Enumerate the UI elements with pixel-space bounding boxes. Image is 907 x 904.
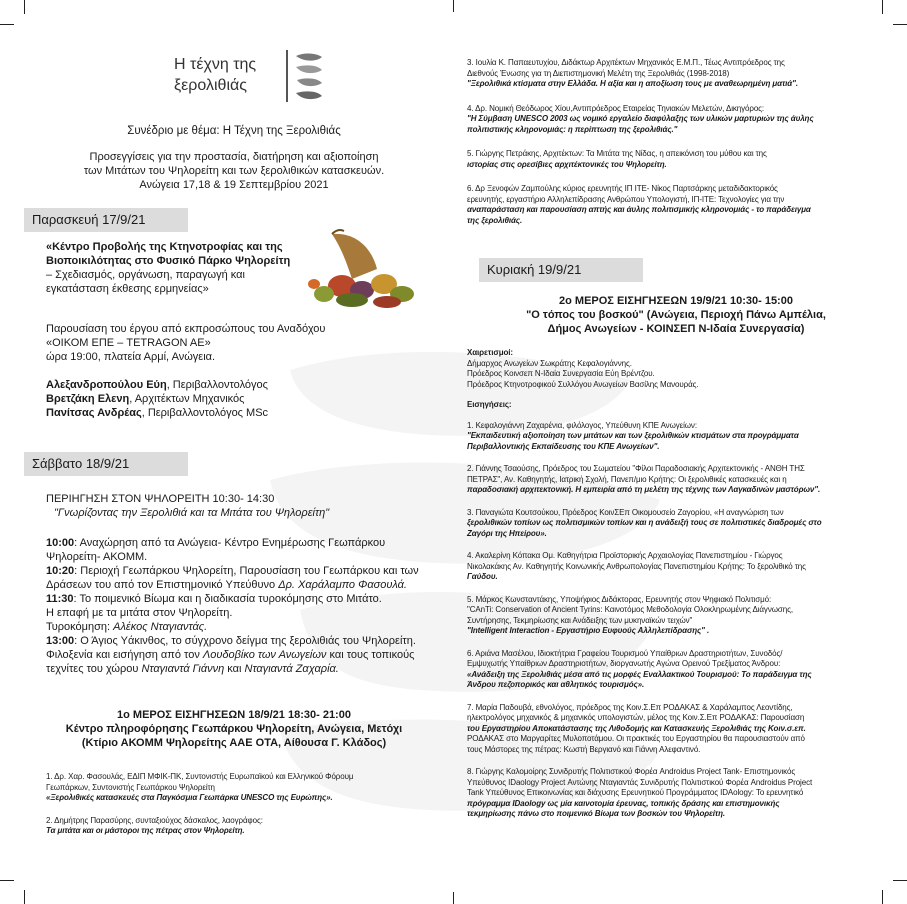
schedule-text: Τυροκόμηση: xyxy=(46,621,114,633)
talk-line: 6. Αριάνα Μασέλου, Ιδιοκτήτρια Γραφείου Τουρισμού Υπαίθριων Δραστηριοτήτων, Συνοδός/ xyxy=(467,648,783,658)
sunday-label: Κυριακή 19/9/21 xyxy=(487,262,582,277)
tour-subtitle: "Γνωρίζοντας την Ξερολιθιά και τα Μιτάτα του Ψηλορείτη" xyxy=(54,507,330,519)
saturday-band xyxy=(24,452,188,476)
schedule-text: τεχνίτες του χώρου xyxy=(46,663,142,675)
schedule-line xyxy=(46,648,456,662)
fold-mark xyxy=(453,0,454,12)
part1-location1: Κέντρο πληροφόρησης Γεωπάρκου Ψηλορείτη, Ανώγεια, Μετόχι xyxy=(65,723,403,735)
talk-title: Γαύδου. xyxy=(467,572,498,581)
schedule-text: Η επαφή με τα μιτάτα στον Ψηλορείτη. xyxy=(46,607,233,619)
speaker-name: Βρετζάκη Ελενη xyxy=(46,393,130,405)
talk-line: 5. Γιώργης Πετράκης, Αρχιτέκτων: Τα Μιτάτα της Νίδας, η απεικόνιση του μύθου και της xyxy=(467,149,767,158)
talk-line: ΠΕΤΡΑΣ", Αν. Καθηγητής, Ιατρική Σχολή, Πανεπ/μιο Κρήτης: Οι ξερολιθικές κατασκευές και η xyxy=(467,474,787,484)
speaker-line xyxy=(46,392,446,406)
schedule-line xyxy=(46,564,456,578)
schedule-line xyxy=(46,550,456,564)
crop-mark xyxy=(882,0,883,14)
schedule-time: 10:00 xyxy=(46,537,75,549)
speaker-line xyxy=(46,378,446,392)
talk-line: 4. Δρ. Νομική Θεόδωρος Χίου,Αντιπρόεδρος Εταιρείας Τηνιακών Μελετών, Δικηγόρος: xyxy=(467,103,765,113)
speaker-role: , Περιβαλλοντολόγος MSc xyxy=(141,407,269,419)
talk-line: Γεωπάρκων, Συντονιστής Γεωπάρκου Ψηλορείτη xyxy=(46,782,215,792)
talk-title: "Εκπαιδευτική αξιοποίηση των μιτάτων και των ξερολιθικών κτισμάτων στα προγράμματα xyxy=(467,431,799,440)
talk-line: Νικολακάκης Αν. Καθηγητής Κοινωνικής Ανθρωπολογίας Πανεπιστημίου Κρήτης: Το ξερολιθικό της xyxy=(467,561,806,571)
part1-location2: (Κτίριο ΑΚΟΜΜ Ψηλορείτης ΑΑΕ ΟΤΑ, Αίθουσα Γ. Κλάδος) xyxy=(81,737,387,749)
crop-mark xyxy=(0,880,14,881)
schedule-line xyxy=(46,620,456,634)
greeting-line: Πρόεδρος Κτηνοτροφικού Συλλόγου Ανωγείων Βασίλης Μανουράς. xyxy=(467,379,699,389)
schedule-line xyxy=(46,578,456,592)
talk-line: ιστορίας στις ορεσίβιες αρχιτέκτονικές του Ψηλορείτη. xyxy=(467,159,667,169)
crop-mark xyxy=(893,24,907,25)
crop-mark xyxy=(24,890,25,904)
talk-title: τεκμηρίωσης πάνω στο ποιμενικό Βίωμα των βοσκών του Ψηλορείτη. xyxy=(467,809,725,818)
friday-pres2: «ΟΙΚΟΜ ΕΠΕ – TETRAGON AE» xyxy=(46,337,211,349)
talk-title: του Εργαστηρίου Αποκατάστασης της Λιθοδομής και Κατασκευής Ξερολιθιάς της Κοιν.σ.επ. xyxy=(467,723,806,733)
crop-mark xyxy=(882,890,883,904)
talk-line: 4. Ακαλερίνη Κόπακα Ομ. Καθηγήτρια Προϊστορικής Αρχαιολογίας Πανεπιστημίου - Γιώργος xyxy=(467,551,783,560)
talk-line: Διεθνούς Ένωσης για τη Διεπιστημονική Μελέτη της Ξερολιθιάς (1998-2018) xyxy=(467,68,730,78)
talk-line: 1. Κεφαλογιάννη Ζαχαρένια, φιλόλογος, Υπεύθυνη ΚΠΕ Ανωγείων: xyxy=(467,420,697,430)
schedule-text: και τους τοπικούς xyxy=(326,649,415,661)
logo-text xyxy=(174,54,256,96)
schedule-text: Δράσεων του από τον Επιστημονικό Υπεύθυνο xyxy=(46,579,279,591)
schedule-time: 13:00 xyxy=(46,635,75,647)
talk-title: "Η Σύμβαση UNESCO 2003 ως νομικό εργαλείο διαφύλαξης των υλικών μαρτυριών της άυλης xyxy=(467,114,814,123)
talk-title: «Ξερολιθικές κατασκευές στα Παγκόσμια Γεωπάρκα UNESCO της Ευρώπης». xyxy=(46,793,333,802)
talk-title: Ζαγόρι της Ηπείρου». xyxy=(467,528,547,538)
schedule-line xyxy=(46,662,456,676)
speaker-role: , Αρχιτέκτων Μηχανικός xyxy=(129,393,245,405)
schedule-time: 10:20 xyxy=(46,565,75,577)
greeting-line: Δήμαρχος Ανωγείων Σωκράτης Κεφαλογιάννης. xyxy=(467,358,632,368)
talks-label: Εισηγήσεις: xyxy=(467,400,512,409)
schedule-text: : Αναχώρηση από τα Ανώγεια- Κέντρο Ενημέρωσης Γεωπάρκου xyxy=(74,537,386,549)
schedule-name: Λουδοβίκο των Ανωγείων xyxy=(202,649,327,661)
stones-logo-icon xyxy=(294,50,324,102)
tour-title: ΠΕΡΙΗΓΗΣΗ ΣΤΟΝ ΨΗΛΟΡΕΙΤΗ 10:30- 14:30 xyxy=(46,493,275,505)
schedule-text: Φιλοξενία και εισήγηση από τον xyxy=(46,649,203,661)
talk-title: «Ανάδειξη της Ξερολιθιάς μέσα από τις μορφές Εναλλακτικού Τουρισμού: Το παράδειγμα της xyxy=(467,669,812,679)
talk-title: της ξερολιθιάς. xyxy=(467,215,523,225)
talk-line: 2. Γιάννης Τσαούσης, Πρόεδρος του Σωματείου "Φίλοι Παραδοσιακής Αρχιτεκτονικής - ΑΝΘΗ ΤΗΣ xyxy=(467,464,805,473)
friday-pres3: ώρα 19:00, πλατεία Αρμί, Ανώγεια. xyxy=(46,351,216,363)
greeting-line: Πρόεδρος Κοινσεπ Ν-Ιδαία Συνεργασία Εύη Βρέντζου. xyxy=(467,369,655,378)
crop-mark xyxy=(893,880,907,881)
part2-location1: "Ο τόπος του βοσκού" (Ανώγεια, Περιοχή Πάνω Αμπέλια, xyxy=(526,309,826,321)
schedule-text: : Περιοχή Γεωπάρκου Ψηλορείτη, Παρουσίαση του Γεωπάρκου και των xyxy=(74,565,419,577)
talk-line: Υπεύθυνος IDaology Project Αντώνης Νταγιαντάς Συνιδρυτής Πολιτιστικού Φορέα Androidus Project xyxy=(467,777,813,787)
talk-line: Συντήρησης, Τεκμηρίωσης και Ανάδειξης των μυκηναϊκών τειχών" xyxy=(467,615,693,625)
talk-line: 2. Δημήτρης Παρασύρης, συνταξιούχος δάσκαλος, λαογράφος: xyxy=(46,815,263,825)
speaker-name: Πανίτσας Ανδρέας xyxy=(46,407,142,419)
talk-line: 6. Δρ Ξενοφών Ζαμπούλης κύριος ερευνητής ΙΠ ΙΤΕ- Νίκος Παρτσάρκης μεταδιδακτορικός xyxy=(467,184,778,193)
subtitle-line2: των Μιτάτων του Ψηλορείτη και των ξερολιθικών κατασκευών. xyxy=(83,165,385,177)
schedule-name: Νταγιαντά Γιάννη xyxy=(141,663,225,675)
friday-desc1: – Σχεδιασμός, οργάνωση, παραγωγή και xyxy=(46,269,245,281)
saturday-label: Σάββατο 18/9/21 xyxy=(32,456,130,471)
part1-title: 1ο ΜΕΡΟΣ ΕΙΣΗΓΗΣΕΩΝ 18/9/21 18:30- 21:00 xyxy=(117,709,351,721)
talk-title: παραδοσιακή αρχιτεκτονική. Η εμπειρία από τη μελέτη της τέχνης των Λαγκαδινών μαστόρων". xyxy=(467,485,821,494)
talk-line: 3. Ιουλία Κ. Παπαευτυχίου, Διδάκτωρ Αρχιτέκτων Μηχανικός Ε.Μ.Π., Τέως Αντιπρόεδρος της xyxy=(467,58,785,67)
schedule-line xyxy=(46,536,456,550)
talk-title: αναπαράσταση και παρουσίαση απτής και άυλης πολιτισμικής κληρονομιάς - το παράδειγμα xyxy=(467,205,811,214)
logo-line1: Η τέχνη της xyxy=(174,56,257,73)
schedule-line xyxy=(46,606,456,620)
schedule-line xyxy=(46,634,456,648)
talk-line: Tank Υπεύθυνος Επικοινωνίας και διάχυσης Ερευνητικού Προγράμματος IDAology: Το ερευνητικό xyxy=(467,788,804,797)
schedule-name: Αλέκος Νταγιαντάς. xyxy=(113,621,208,633)
logo xyxy=(174,44,354,104)
greetings-label: Χαιρετισμοί: xyxy=(467,348,513,357)
friday-label: Παρασκευή 17/9/21 xyxy=(32,212,146,227)
talk-title: Άνδρου πεζοπορικός και αθλητικός τουρισμός». xyxy=(467,680,645,689)
talk-line: 8. Γιώργης Καλομοίρης Συνιδρυτής Πολιτιστικού Φορέα Androidus Project Tank- Επιστημονικός xyxy=(467,767,796,776)
logo-line2: ξερολιθιάς xyxy=(174,77,247,94)
schedule-text: : Ο Άγιος Υάκινθος, το σύγχρονο δείγμα της ξερολιθιάς του Ψηλορείτη. xyxy=(74,635,416,647)
talk-line: 1. Δρ. Χαρ. Φασουλάς, ΕΔΙΠ ΜΦΙΚ-ΠΚ, Συντονιστής Ευρωπαϊκού και Ελληνικού Φόρουμ xyxy=(46,772,354,781)
conference-title: Συνέδριο με θέμα: Η Τέχνη της Ξερολιθιάς xyxy=(127,125,341,137)
schedule-name: Νταγιαντά Ζαχαρία. xyxy=(244,663,339,675)
sunday-band xyxy=(479,258,643,282)
friday-pres1: Παρουσίαση του έργου από εκπροσώπους του Αναδόχου xyxy=(46,323,326,335)
talk-title: "Intelligent Interaction - Εργαστήριο Ευφυούς Αλληλεπίδρασης" . xyxy=(467,626,710,635)
friday-band xyxy=(24,208,188,232)
talk-title: πρόγραμμα IDaology ως μία καινοτομία έρευνας, τοπικής δράσης και επιστημονικής xyxy=(467,798,780,808)
schedule-time: 11:30 xyxy=(46,593,74,605)
talk-line: ερευνητής, εργαστήριο Αλληλεπίδρασης Ανθρώπου Υπολογιστή, ΙΠ-ΙΤΕ: Τεχνολογίες για την xyxy=(467,194,785,204)
subtitle-line1: Προσεγγίσεις για την προστασία, διατήρηση και αξιοποίηση xyxy=(89,151,379,163)
talk-line: "CAnTi: Conservation of Ancient Tyrins: Καινοτόμος Μεθοδολογία Ολοκληρωμένης Διάγνωσης, xyxy=(467,605,793,614)
schedule-text: Ψηλορείτη- ΑΚΟΜΜ. xyxy=(46,551,148,563)
crop-mark xyxy=(0,24,14,25)
speaker-name: Αλεξανδροπούλου Εύη xyxy=(46,379,167,391)
crop-mark xyxy=(24,0,25,14)
talk-line: Εμψυχωτής Υπαίθριων Δραστηριοτήτων, διοργανωτής Αγώνα Ορεινού Τρεξίματος Άνδρου: xyxy=(467,659,781,668)
speaker-line xyxy=(46,406,446,420)
talk-line: ΡΟΔΑΚΑΣ στο Μαργαρίτες Μυλοποτάμου. Οι πρακτικές του Εργαστηρίου θα παρουσιαστούν από xyxy=(467,734,805,743)
talk-title: πολιτιστικής κληρονομιάς: η περίπτωση της ξερολιθιάς." xyxy=(467,124,678,134)
talk-line: 5. Μάρκος Κωνσταντάκης, Υποψήφιος Διδάκτορας, Ερευνητής στον Ψηφιακό Πολιτισμό: xyxy=(467,594,772,604)
schedule-name: Δρ. Χαράλαμπο Φασουλά. xyxy=(278,579,407,591)
cornucopia-image xyxy=(302,224,422,310)
part2-title: 2ο ΜΕΡΟΣ ΕΙΣΗΓΗΣΕΩΝ 19/9/21 10:30- 15:00 xyxy=(559,295,793,307)
talk-line: ηλεκτρολόγος μηχανικός & μηχανικός υπολογιστών, μέλος της Κοιν.Σ.Επ ΡΟΔΑΚΑΣ: Παρουσίαση xyxy=(467,713,805,722)
talk-title: Τα μιτάτα και οι μάστοροι της πέτρας στον Ψηλορείτη. xyxy=(46,826,245,835)
talk-line: 7. Μαρία Παδουβά, εθνολόγος, πρόεδρος της Κοιν.Σ.Επ ΡΟΔΑΚΑΣ & Χαράλαμπος Λεοντίδης, xyxy=(467,702,793,712)
friday-title1: «Κέντρο Προβολής της Κτηνοτροφίας και της xyxy=(46,241,283,253)
schedule-text: : Το ποιμενικό Βίωμα και η διαδικασία τυροκόμησης στο Μιτάτο. xyxy=(73,593,382,605)
talk-title: "Ξερολιθικά κτίσματα στην Ελλάδα. Η αξία και η αποξίωση τους με αναθεωρημένη ματιά". xyxy=(467,79,798,88)
conference-dates: Ανώγεια 17,18 & 19 Σεπτεμβρίου 2021 xyxy=(139,179,329,191)
logo-divider xyxy=(286,50,288,102)
schedule-text: και xyxy=(224,663,245,675)
part2-location2: Δήμος Ανωγείων - ΚΟΙΝΣΕΠ Ν-Ιδαία Συνεργασία) xyxy=(547,323,805,335)
talk-title: ξερολιθικών τοπίων ως πολιτισμικών τοπίων και η ανάδειξή τους σε πολιτιστικές διαδρομές στο xyxy=(467,518,822,527)
talk-line: τους Μάστορες της πέτρας: Κωστή Βεργιανό και Γιάννη Αλεφαντινό. xyxy=(467,744,701,754)
friday-desc2: εγκατάσταση έκθεσης ερμηνείας» xyxy=(46,283,209,295)
schedule-line xyxy=(46,592,456,606)
talk-line: 3. Παναγιώτα Κουτσούκου, Πρόεδρος ΚοινΣΕπ Οικομουσείο Ζαγορίου, «Η αναγνώριση των xyxy=(467,507,784,517)
friday-title2: Βιοποικιλότητας στο Φυσικό Πάρκο Ψηλορείτη xyxy=(46,255,291,267)
talk-title: Περιβαλλοντικής Εκπαίδευσης του ΚΠΕ Ανωγείων". xyxy=(467,441,660,451)
speaker-role: , Περιβαλλοντολόγος xyxy=(166,379,268,391)
fold-mark xyxy=(453,892,454,904)
